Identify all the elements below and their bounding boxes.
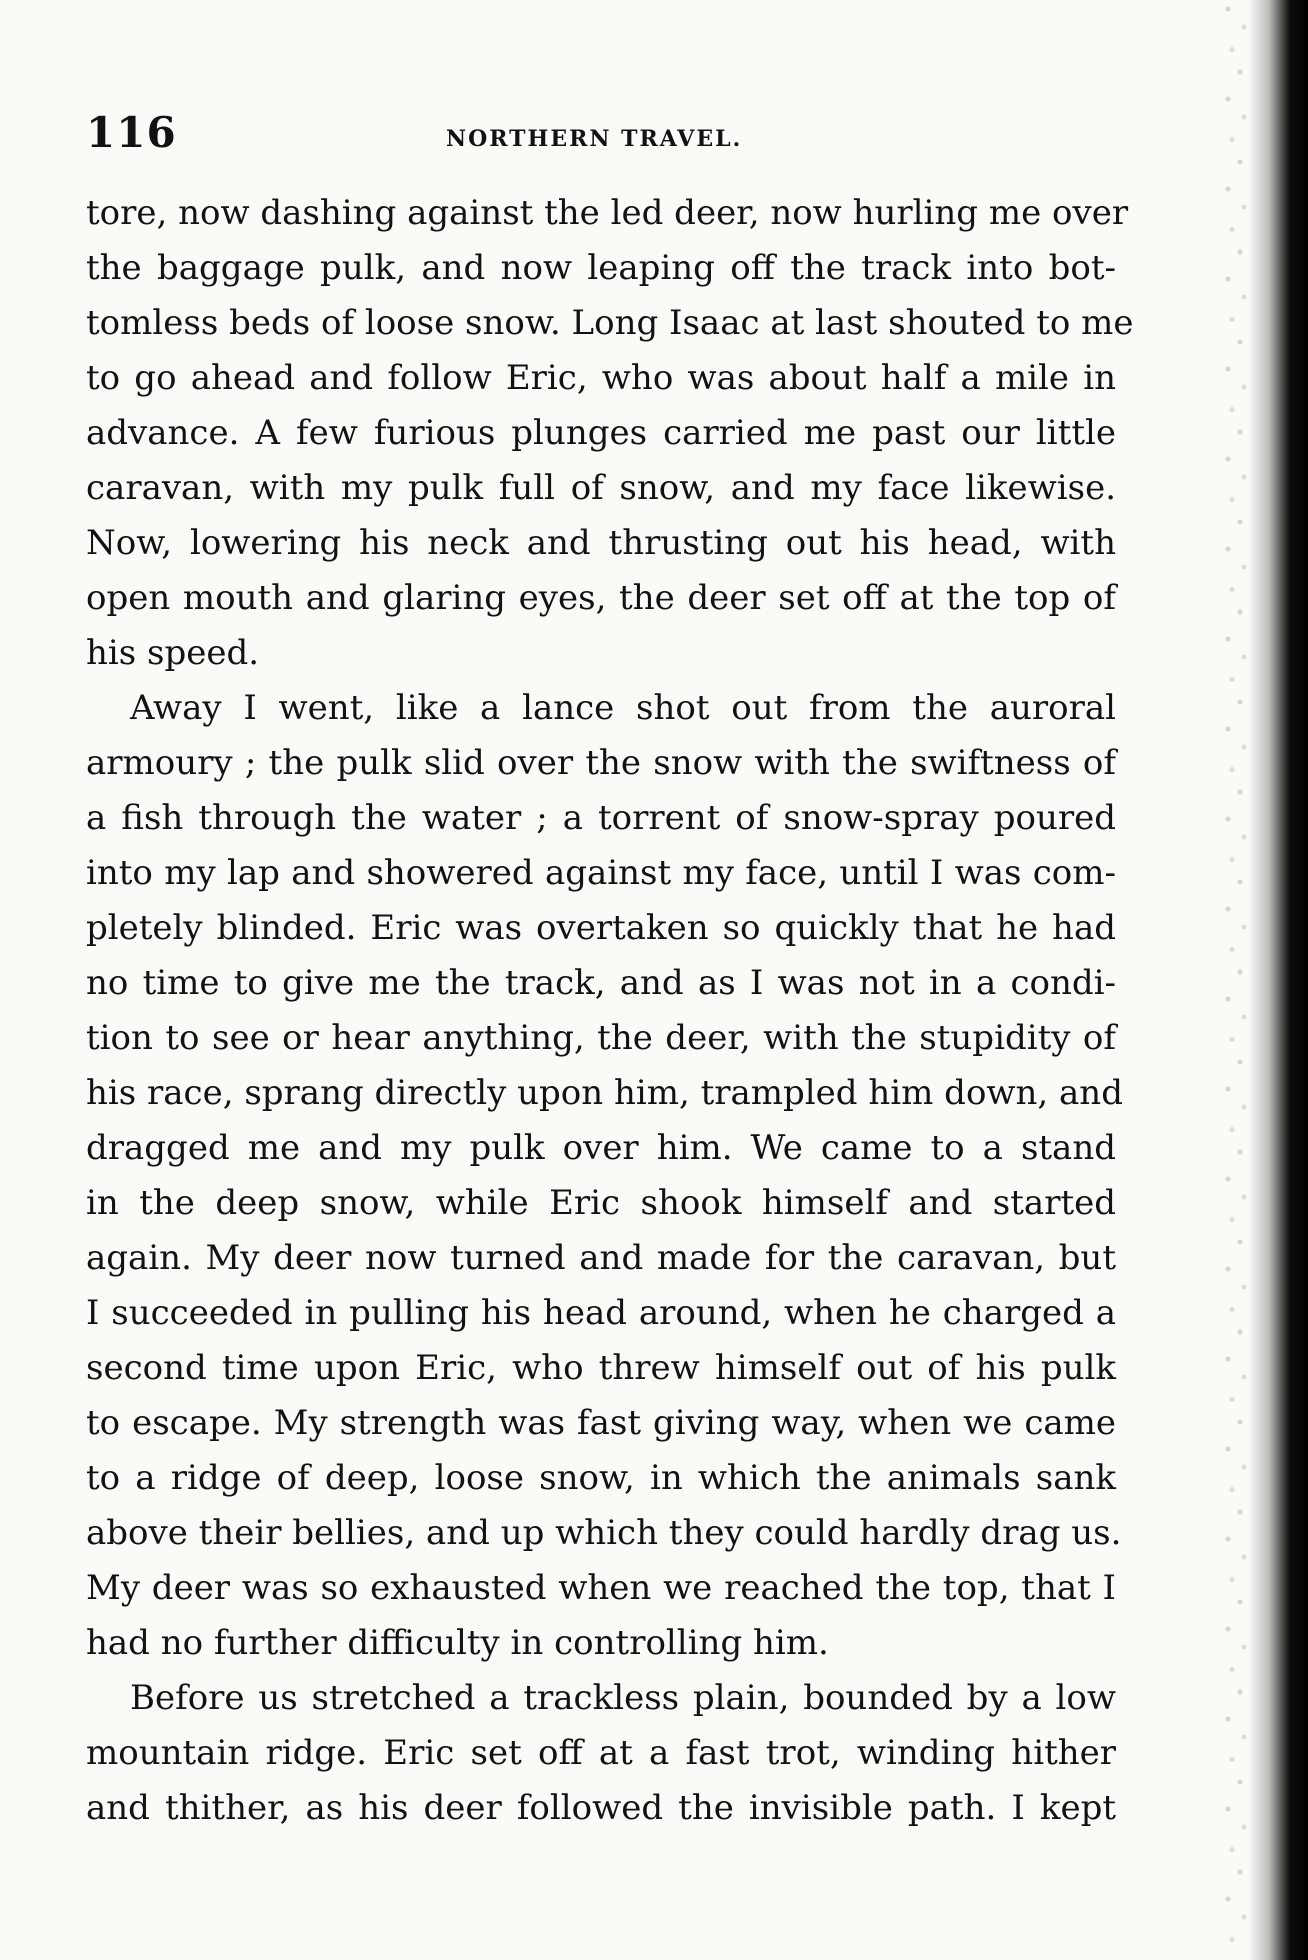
text-line: again. My deer now turned and made for the caravan, but	[86, 1238, 1116, 1278]
text-line: in the deep snow, while Eric shook himself and started	[86, 1183, 1116, 1223]
paragraph-2	[86, 681, 1123, 1671]
text-line: into my lap and showered against my face, until I was com-	[86, 853, 1116, 893]
text-line: My deer was so exhausted when we reached the top, that I	[86, 1568, 1116, 1608]
paragraph-3	[86, 1671, 1116, 1836]
text-line: his speed.	[86, 633, 260, 673]
text-line: Away I went, like a lance shot out from the auroral	[130, 688, 1116, 728]
text-line: tore, now dashing against the led deer, now hurling me over	[86, 193, 1129, 233]
binding-shadow	[1248, 0, 1308, 1960]
page-header	[86, 108, 1106, 168]
text-line: advance. A few furious plunges carried me past our little	[86, 413, 1116, 453]
text-line: a fish through the water ; a torrent of snow-spray poured	[86, 798, 1116, 838]
text-line: his race, sprang directly upon him, trampled him down, and	[86, 1073, 1123, 1113]
text-line: Now, lowering his neck and thrusting out his head, with	[86, 523, 1116, 563]
text-line: pletely blinded. Eric was overtaken so quickly that he had	[86, 908, 1116, 948]
text-line: the baggage pulk, and now leaping off the track into bot-	[86, 248, 1116, 288]
text-line: to escape. My strength was fast giving way, when we came	[86, 1403, 1116, 1443]
text-line: no time to give me the track, and as I was not in a condi-	[86, 963, 1116, 1003]
text-line: Before us stretched a trackless plain, bounded by a low	[130, 1678, 1116, 1718]
text-line: tomless beds of loose snow. Long Isaac at last shouted to me	[86, 303, 1134, 343]
text-line: and thither, as his deer followed the invisible path. I kept	[86, 1788, 1116, 1828]
text-line: above their bellies, and up which they could hardly drag us.	[86, 1513, 1122, 1553]
page-number: 116	[86, 108, 177, 157]
text-line: open mouth and glaring eyes, the deer set off at the top of	[86, 578, 1116, 618]
text-line: I succeeded in pulling his head around, when he charged a	[86, 1293, 1116, 1333]
text-line: armoury ; the pulk slid over the snow with the swiftness of	[86, 743, 1116, 783]
paragraph-1	[86, 186, 1134, 681]
text-line: dragged me and my pulk over him. We came to a stand	[86, 1128, 1116, 1168]
text-line: tion to see or hear anything, the deer, with the stupidity of	[86, 1018, 1116, 1058]
text-line: had no further difficulty in controlling him.	[86, 1623, 829, 1663]
text-line: mountain ridge. Eric set off at a fast trot, winding hither	[86, 1733, 1116, 1773]
text-line: caravan, with my pulk full of snow, and my face likewise.	[86, 468, 1116, 508]
text-line: to a ridge of deep, loose snow, in which the animals sank	[86, 1458, 1116, 1498]
text-line: to go ahead and follow Eric, who was about half a mile in	[86, 358, 1116, 398]
running-head: NORTHERN TRAVEL.	[446, 126, 743, 152]
body-text	[86, 186, 1134, 1836]
text-line: second time upon Eric, who threw himself out of his pulk	[86, 1348, 1116, 1388]
